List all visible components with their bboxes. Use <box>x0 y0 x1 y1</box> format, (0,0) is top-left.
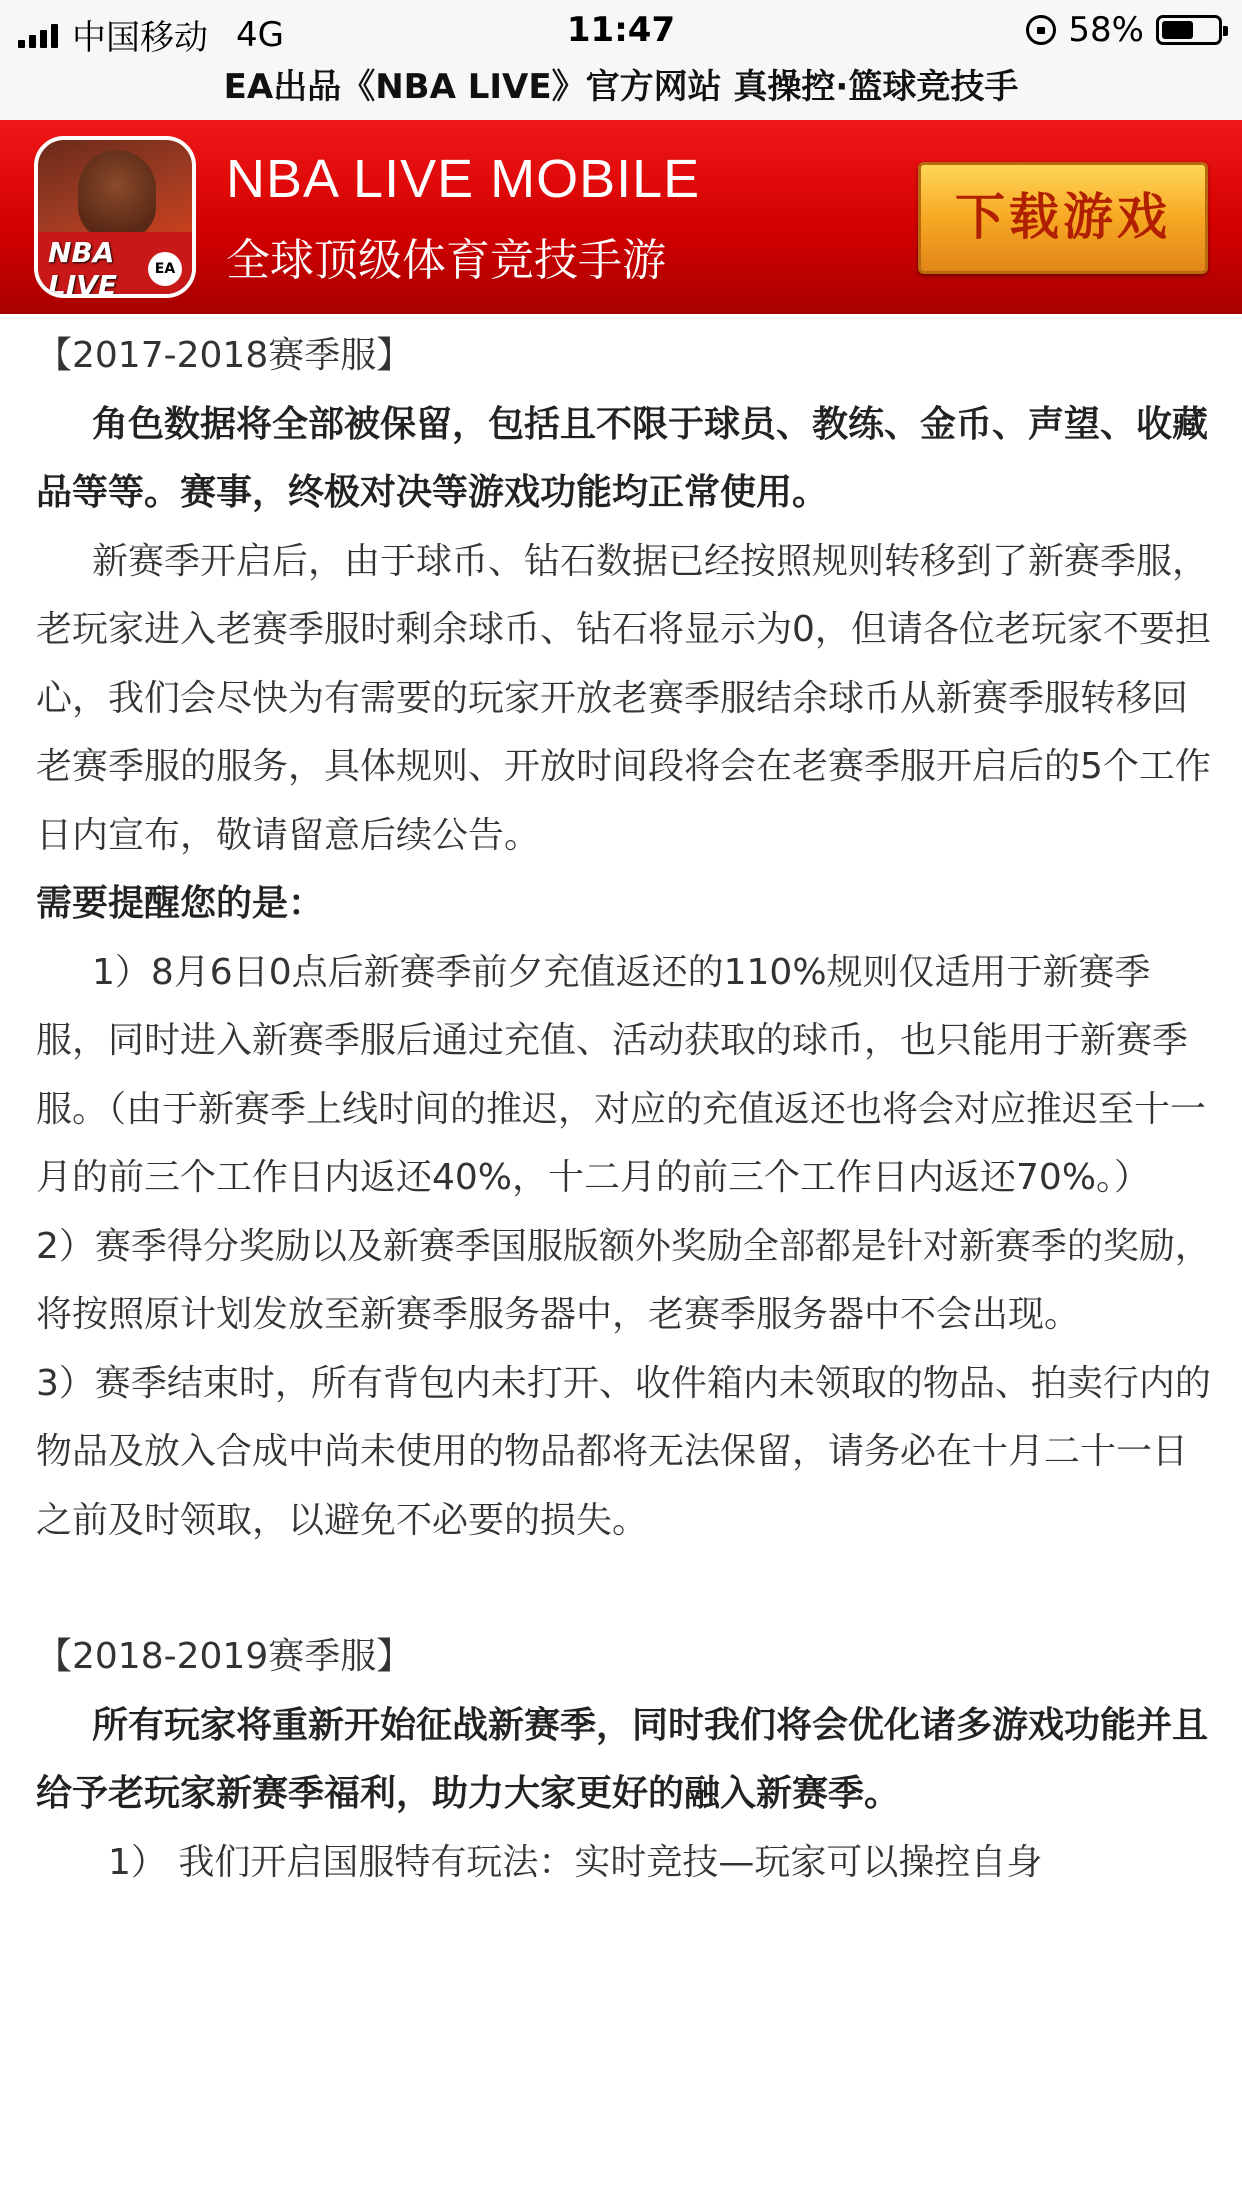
section-heading-2018: 【2018-2019赛季服】 <box>36 1636 413 1677</box>
reminder-item-3: 3）赛季结束时，所有背包内未打开、收件箱内未领取的物品、拍卖行内的物品及放入合成中尚未使用的物品都将无法保留，请务必在十月二十一日之前及时领取，以避免不必要的损失。 <box>36 1362 1211 1541</box>
section1-paragraph: 新赛季开启后，由于球币、钻石数据已经按照规则转移到了新赛季服，老玩家进入老赛季服时剩余球币、钻石将显示为0，但请各位老玩家不要担心，我们会尽快为有需要的玩家开放老赛季服结余球币从新赛季服转移回老赛季服的服务，具体规则、开放时间段将会在老赛季服开启后的5个工作日内宣布，敬请留意后续公告。 <box>36 540 1211 856</box>
spacer <box>36 1555 1216 1623</box>
section2-item-1: 1） 我们开启国服特有玩法：实时竞技—玩家可以操控自身 <box>108 1841 1043 1883</box>
orientation-lock-icon <box>1026 15 1056 45</box>
battery-icon <box>1156 15 1222 45</box>
battery-percent: 58% <box>1068 10 1144 50</box>
clock: 11:47 <box>566 10 676 50</box>
app-banner[interactable] <box>0 120 1242 314</box>
section2-lead: 所有玩家将重新开始征战新赛季，同时我们将会优化诸多游戏功能并且给予老玩家新赛季福利，助力大家更好的融入新赛季。 <box>36 1704 1209 1814</box>
carrier-label: 中国移动 <box>72 18 208 58</box>
banner-subtitle: 全球顶级体育竞技手游 <box>226 235 666 286</box>
section-heading-2017: 【2017-2018赛季服】 <box>36 335 413 376</box>
app-icon[interactable] <box>34 136 196 298</box>
network-label: 4G <box>236 14 284 55</box>
icon-logo-text: NBA LIVE <box>48 236 118 298</box>
reminder-item-2: 2）赛季得分奖励以及新赛季国服版额外奖励全部都是针对新赛季的奖励，将按照原计划发放至新赛季服务器中，老赛季服务器中不会出现。 <box>36 1225 1211 1335</box>
section1-lead: 角色数据将全部被保留，包括且不限于球员、教练、金币、声望、收藏品等等。赛事，终极对决等游戏功能均正常使用。 <box>36 403 1209 513</box>
download-game-button[interactable]: 下载游戏 <box>918 162 1208 274</box>
reminder-heading: 需要提醒您的是： <box>36 883 325 924</box>
article-body <box>36 322 1216 1897</box>
player-face-image <box>78 150 156 240</box>
status-bar <box>0 0 1242 62</box>
reminder-item-1: 1）8月6日0点后新赛季前夕充值返还的110%规则仅适用于新赛季服，同时进入新赛季服后通过充值、活动获取的球币，也只能用于新赛季服。（由于新赛季上线时间的推迟，对应的充值返还也将会对应推迟至十一月的前三个工作日内返还40%，十二月的前三个工作日内返还70%。） <box>36 951 1207 1198</box>
battery-fill <box>1162 21 1193 39</box>
banner-title: NBA LIVE MOBILE <box>226 149 701 209</box>
page-title: EA出品《NBA LIVE》官方网站 真操控·篮球竞技手 <box>0 62 1242 120</box>
status-right <box>1026 10 1222 50</box>
ea-logo-icon: EA <box>148 252 182 286</box>
